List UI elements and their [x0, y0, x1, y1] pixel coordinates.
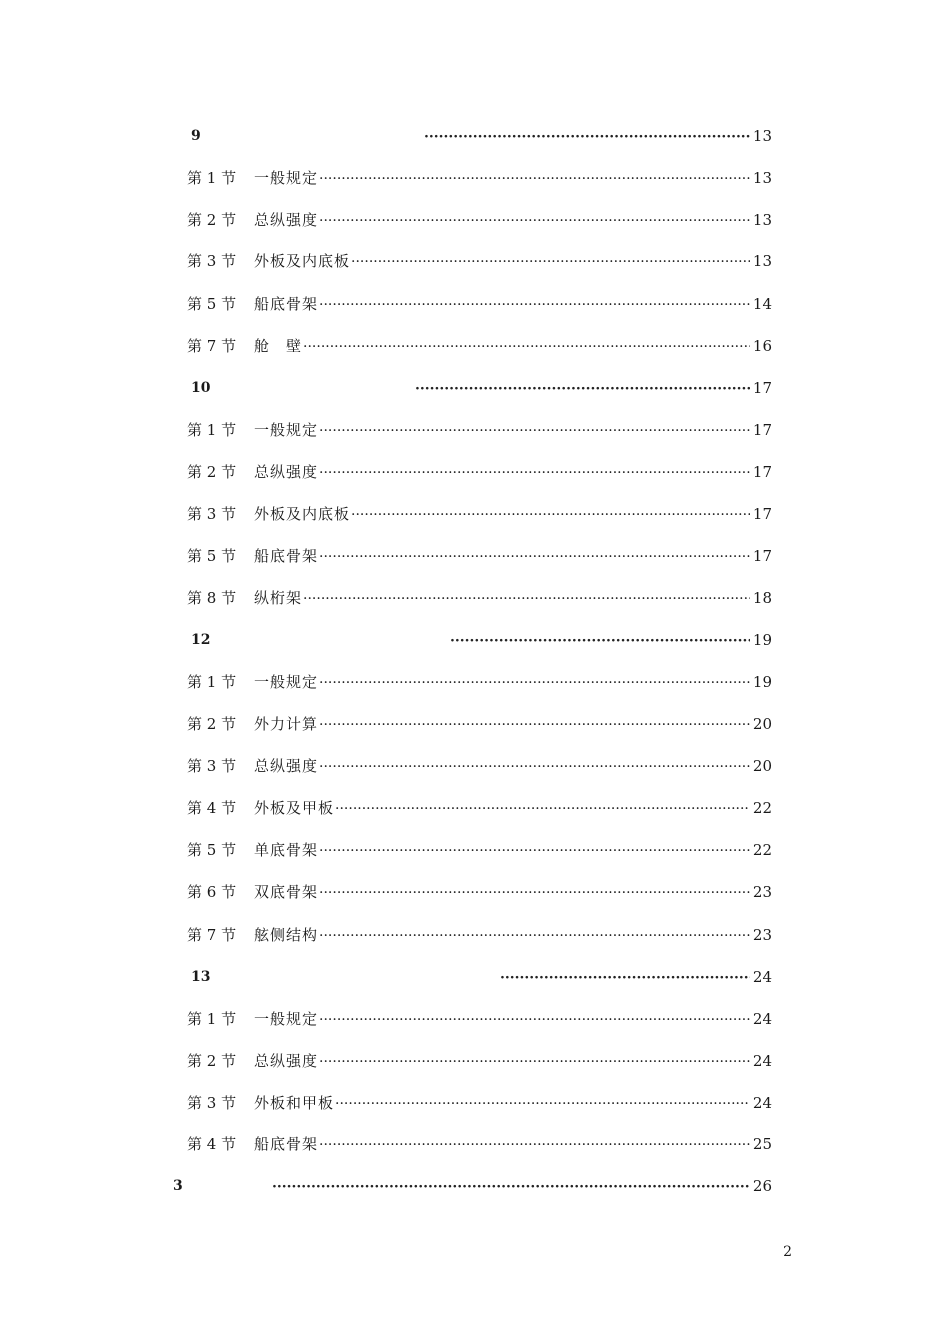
toc-chapter-entry[interactable]: [191, 377, 772, 399]
section-number: 第 2 节: [187, 463, 237, 481]
toc-page-number: 17: [752, 547, 772, 565]
dot-leader: [500, 966, 750, 988]
dot-leader: [319, 1008, 750, 1030]
dot-leader: [303, 335, 750, 357]
toc-page-number: 13: [752, 211, 772, 229]
toc-page-number: 13: [752, 127, 772, 145]
dot-leader: [424, 125, 750, 147]
toc-page-number: 23: [752, 926, 772, 944]
dot-leader: [319, 545, 750, 567]
toc-section-entry[interactable]: [187, 461, 772, 483]
toc-page-number: 16: [752, 337, 772, 355]
dot-leader: [319, 839, 750, 861]
toc-section-entry[interactable]: [187, 797, 772, 819]
section-title: 一般规定: [254, 1010, 319, 1028]
dot-leader: [319, 755, 750, 777]
toc-section-entry[interactable]: [187, 587, 772, 609]
dot-leader: [303, 587, 750, 609]
toc-section-entry[interactable]: [187, 545, 772, 567]
dot-leader: [319, 293, 750, 315]
toc-page-number: 14: [752, 295, 772, 313]
section-number: 第 8 节: [187, 589, 237, 607]
chapter-number: 3: [173, 1178, 183, 1194]
toc-page-number: 25: [752, 1135, 772, 1153]
section-number: 第 7 节: [187, 337, 237, 355]
toc-section-entry[interactable]: [187, 335, 772, 357]
toc-section-entry[interactable]: [187, 250, 772, 272]
section-number: 第 4 节: [187, 799, 237, 817]
toc-chapter-entry[interactable]: [191, 125, 772, 147]
toc-section-entry[interactable]: [187, 503, 772, 525]
dot-leader: [272, 1175, 750, 1197]
chapter-number: 13: [191, 969, 211, 985]
section-title: 船底骨架: [254, 295, 319, 313]
toc-page-number: 24: [752, 1052, 772, 1070]
dot-leader: [335, 1092, 750, 1114]
section-number: 第 3 节: [187, 1094, 237, 1112]
toc-page-number: 24: [752, 968, 772, 986]
dot-leader: [351, 503, 750, 525]
section-title: 外板和甲板: [254, 1094, 335, 1112]
toc-page-number: 22: [752, 841, 772, 859]
dot-leader: [319, 419, 750, 441]
toc-page-number: 20: [752, 715, 772, 733]
section-number: 第 5 节: [187, 841, 237, 859]
section-title: 单底骨架: [254, 841, 319, 859]
section-title: 外板及内底板: [254, 252, 351, 270]
section-title: 舷侧结构: [254, 926, 319, 944]
toc-page-number: 19: [752, 673, 772, 691]
toc-section-entry[interactable]: [187, 1008, 772, 1030]
section-number: 第 5 节: [187, 295, 237, 313]
section-title: 总纵强度: [254, 757, 319, 775]
section-number: 第 7 节: [187, 926, 237, 944]
dot-leader: [319, 924, 750, 946]
section-number: 第 5 节: [187, 547, 237, 565]
toc-page-number: 17: [752, 421, 772, 439]
dot-leader: [319, 713, 750, 735]
toc-page-number: 18: [752, 589, 772, 607]
toc-page-number: 24: [752, 1010, 772, 1028]
section-number: 第 1 节: [187, 421, 237, 439]
dot-leader: [319, 671, 750, 693]
toc-page-number: 17: [752, 379, 772, 397]
toc-chapter-entry[interactable]: [191, 629, 772, 651]
toc-page-number: 17: [752, 505, 772, 523]
toc-chapter-entry[interactable]: [173, 1175, 772, 1197]
section-title: 一般规定: [254, 421, 319, 439]
section-number: 第 6 节: [187, 883, 237, 901]
toc-page-number: 26: [752, 1177, 772, 1195]
dot-leader: [335, 797, 750, 819]
chapter-number: 12: [191, 632, 211, 648]
toc-section-entry[interactable]: [187, 755, 772, 777]
toc-chapter-entry[interactable]: [191, 966, 772, 988]
dot-leader: [319, 1050, 750, 1072]
section-number: 第 2 节: [187, 715, 237, 733]
section-title: 船底骨架: [254, 547, 319, 565]
toc-section-entry[interactable]: [187, 209, 772, 231]
toc-page-number: 19: [752, 631, 772, 649]
dot-leader: [319, 461, 750, 483]
toc-section-entry[interactable]: [187, 881, 772, 903]
toc-section-entry[interactable]: [187, 1050, 772, 1072]
section-title: 总纵强度: [254, 463, 319, 481]
section-title: 一般规定: [254, 673, 319, 691]
toc-section-entry[interactable]: [187, 713, 772, 735]
page-number: 2: [783, 1244, 792, 1260]
dot-leader: [319, 881, 750, 903]
dot-leader: [351, 250, 750, 272]
dot-leader: [415, 377, 750, 399]
toc-page-number: 17: [752, 463, 772, 481]
section-title: 纵桁架: [254, 589, 303, 607]
dot-leader: [319, 167, 750, 189]
dot-leader: [319, 209, 750, 231]
section-title: 外板及甲板: [254, 799, 335, 817]
section-number: 第 2 节: [187, 1052, 237, 1070]
section-number: 第 3 节: [187, 505, 237, 523]
section-title: 船底骨架: [254, 1135, 319, 1153]
dot-leader: [319, 1133, 750, 1155]
toc-section-entry[interactable]: [187, 839, 772, 861]
toc-page-number: 22: [752, 799, 772, 817]
toc-section-entry[interactable]: [187, 1133, 772, 1155]
toc-section-entry[interactable]: [187, 167, 772, 189]
toc-section-entry[interactable]: [187, 924, 772, 946]
dot-leader: [450, 629, 750, 651]
section-number: 第 3 节: [187, 252, 237, 270]
toc-page-number: 13: [752, 252, 772, 270]
toc-section-entry[interactable]: [187, 419, 772, 441]
section-title: 一般规定: [254, 169, 319, 187]
toc-page-number: 23: [752, 883, 772, 901]
section-number: 第 1 节: [187, 169, 237, 187]
toc-section-entry[interactable]: [187, 1092, 772, 1114]
section-title: 舱 壁: [254, 337, 303, 355]
chapter-number: 9: [191, 128, 201, 144]
section-number: 第 3 节: [187, 757, 237, 775]
section-number: 第 4 节: [187, 1135, 237, 1153]
section-title: 总纵强度: [254, 1052, 319, 1070]
section-title: 双底骨架: [254, 883, 319, 901]
section-title: 外力计算: [254, 715, 319, 733]
chapter-number: 10: [191, 380, 211, 396]
toc-page-number: 24: [752, 1094, 772, 1112]
section-title: 总纵强度: [254, 211, 319, 229]
section-number: 第 2 节: [187, 211, 237, 229]
toc-section-entry[interactable]: [187, 671, 772, 693]
section-number: 第 1 节: [187, 673, 237, 691]
toc-section-entry[interactable]: [187, 293, 772, 315]
section-title: 外板及内底板: [254, 505, 351, 523]
toc-page-number: 20: [752, 757, 772, 775]
toc-page-number: 13: [752, 169, 772, 187]
section-number: 第 1 节: [187, 1010, 237, 1028]
